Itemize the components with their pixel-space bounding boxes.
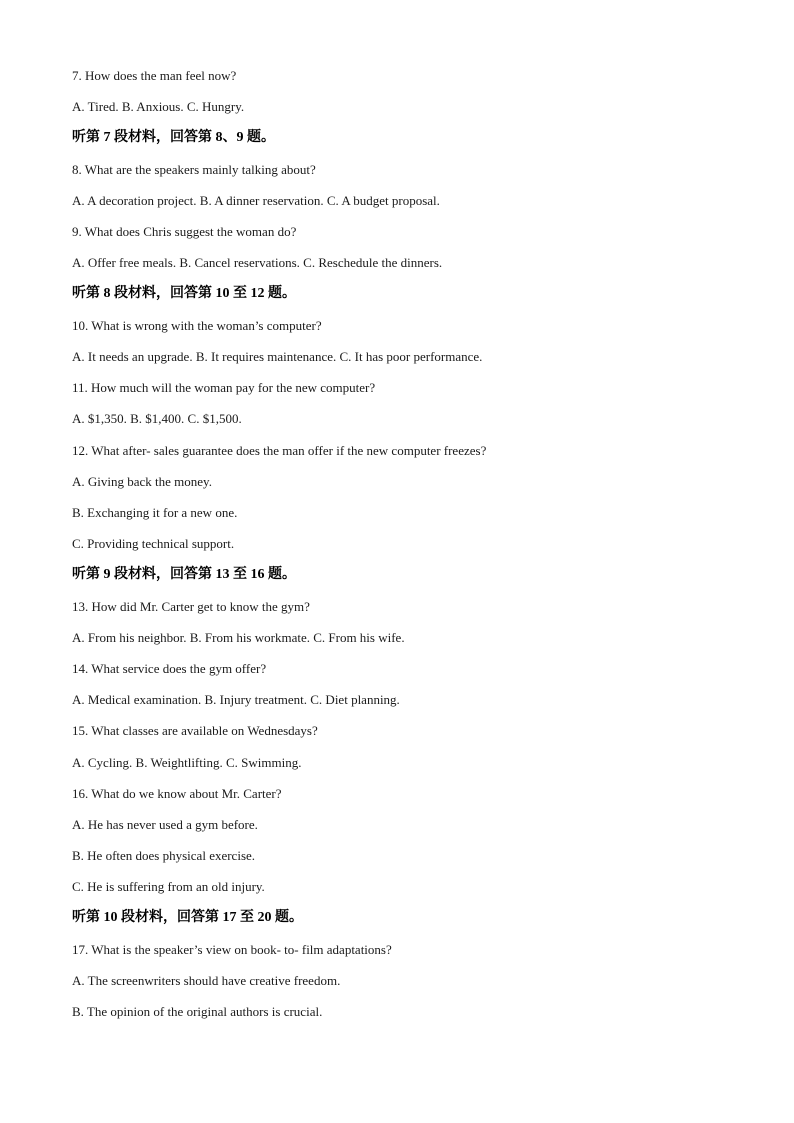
options-8: A. A decoration project. B. A dinner reservation. C. A budget proposal. [72, 193, 440, 208]
question-14: 14. What service does the gym offer? [72, 661, 267, 676]
option-17b: B. The opinion of the original authors is crucial. [72, 1004, 323, 1019]
section-heading-9: 听第 9 段材料，回答第 13 至 16 题。 [72, 567, 296, 582]
question-11: 11. How much will the woman pay for the new computer? [72, 380, 376, 395]
question-15: 15. What classes are available on Wednesdays? [72, 723, 318, 738]
option-12a: A. Giving back the money. [72, 474, 212, 489]
options-15: A. Cycling. B. Weightlifting. C. Swimming. [72, 755, 302, 770]
option-16a: A. He has never used a gym before. [72, 817, 258, 832]
options-11: A. $1,350. B. $1,400. C. $1,500. [72, 411, 242, 426]
options-13: A. From his neighbor. B. From his workmate. C. From his wife. [72, 630, 405, 645]
options-10: A. It needs an upgrade. B. It requires maintenance. C. It has poor performance. [72, 349, 483, 364]
options-9: A. Offer free meals. B. Cancel reservations. C. Reschedule the dinners. [72, 255, 443, 270]
section-heading-8: 听第 8 段材料，回答第 10 至 12 题。 [72, 286, 296, 301]
question-7: 7. How does the man feel now? [72, 68, 237, 83]
option-12c: C. Providing technical support. [72, 536, 235, 551]
option-16c: C. He is suffering from an old injury. [72, 879, 265, 894]
question-10: 10. What is wrong with the woman’s computer? [72, 318, 322, 333]
options-7: A. Tired. B. Anxious. C. Hungry. [72, 99, 245, 114]
option-16b: B. He often does physical exercise. [72, 848, 256, 863]
section-heading-7: 听第 7 段材料，回答第 8、9 题。 [72, 130, 275, 145]
question-8: 8. What are the speakers mainly talking about? [72, 162, 316, 177]
question-12: 12. What after- sales guarantee does the man offer if the new computer freezes? [72, 443, 487, 458]
options-14: A. Medical examination. B. Injury treatment. C. Diet planning. [72, 692, 400, 707]
question-9: 9. What does Chris suggest the woman do? [72, 224, 297, 239]
option-12b: B. Exchanging it for a new one. [72, 505, 238, 520]
section-heading-10: 听第 10 段材料，回答第 17 至 20 题。 [72, 910, 303, 925]
option-17a: A. The screenwriters should have creative freedom. [72, 973, 341, 988]
question-17: 17. What is the speaker’s view on book- to- film adaptations? [72, 942, 392, 957]
question-16: 16. What do we know about Mr. Carter? [72, 786, 282, 801]
question-13: 13. How did Mr. Carter get to know the gym? [72, 599, 310, 614]
